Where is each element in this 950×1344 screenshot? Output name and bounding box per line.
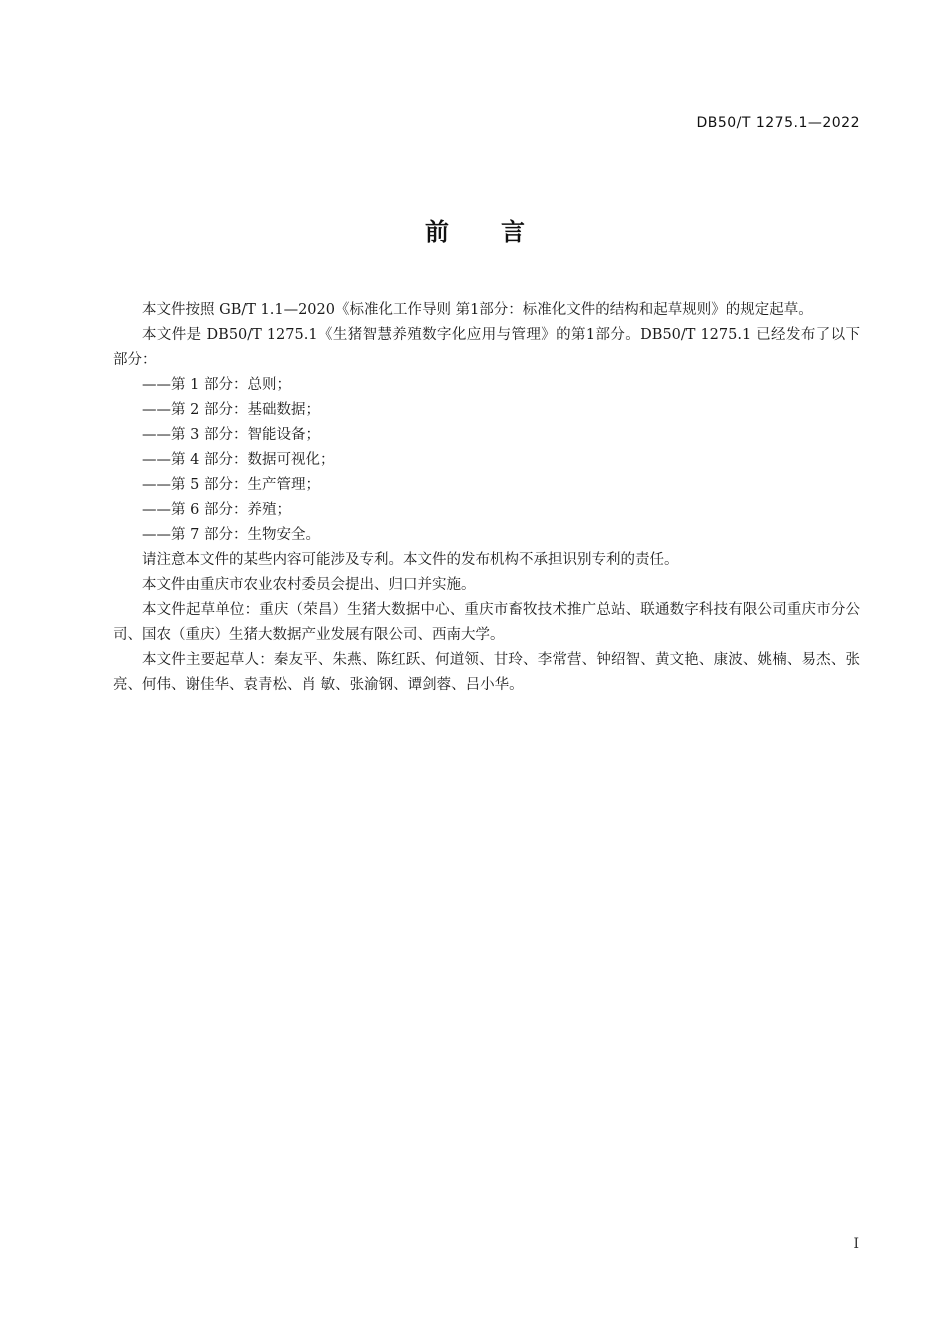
part-list-item: ——第 4 部分：数据可视化；	[142, 452, 335, 468]
part-list-item: ——第 3 部分：智能设备；	[142, 427, 320, 443]
paragraph-proposer: 本文件由重庆市农业农村委员会提出、归口并实施。	[142, 577, 476, 593]
paragraph-drafters: 本文件主要起草人：秦友平、朱燕、陈红跃、何道领、甘玲、李常营、钟绍智、黄文艳、康波、姚楠、易杰、张亮、何伟、谢佳华、袁青松、肖 敏、张渝钢、谭剑蓉、吕小华。	[113, 652, 860, 693]
part-list-item: ——第 6 部分：养殖；	[142, 502, 291, 518]
part-list-item: ——第 7 部分：生物安全。	[142, 527, 320, 543]
paragraph-patent-notice: 请注意本文件的某些内容可能涉及专利。本文件的发布机构不承担识别专利的责任。	[142, 552, 679, 568]
page-title: 前言	[425, 218, 577, 246]
part-list-item: ——第 2 部分：基础数据；	[142, 402, 320, 418]
foreword-body	[113, 298, 860, 698]
part-list-item: ——第 1 部分：总则；	[142, 377, 291, 393]
paragraph-series-intro: 本文件是 DB50/T 1275.1《生猪智慧养殖数字化应用与管理》的第1部分。DB50/T 1275.1 已经发布了以下部分：	[113, 327, 860, 368]
paragraph-drafting-units: 本文件起草单位：重庆（荣昌）生猪大数据中心、重庆市畜牧技术推广总站、联通数字科技有限公司重庆市分公司、国农（重庆）生猪大数据产业发展有限公司、西南大学。	[113, 602, 860, 643]
part-list-item: ——第 5 部分：生产管理；	[142, 477, 320, 493]
document-code: DB50/T 1275.1—2022	[696, 115, 860, 131]
page-number: I	[853, 1236, 859, 1252]
paragraph-drafting-rules: 本文件按照 GB/T 1.1—2020《标准化工作导则 第1部分：标准化文件的结构和起草规则》的规定起草。	[142, 302, 813, 318]
